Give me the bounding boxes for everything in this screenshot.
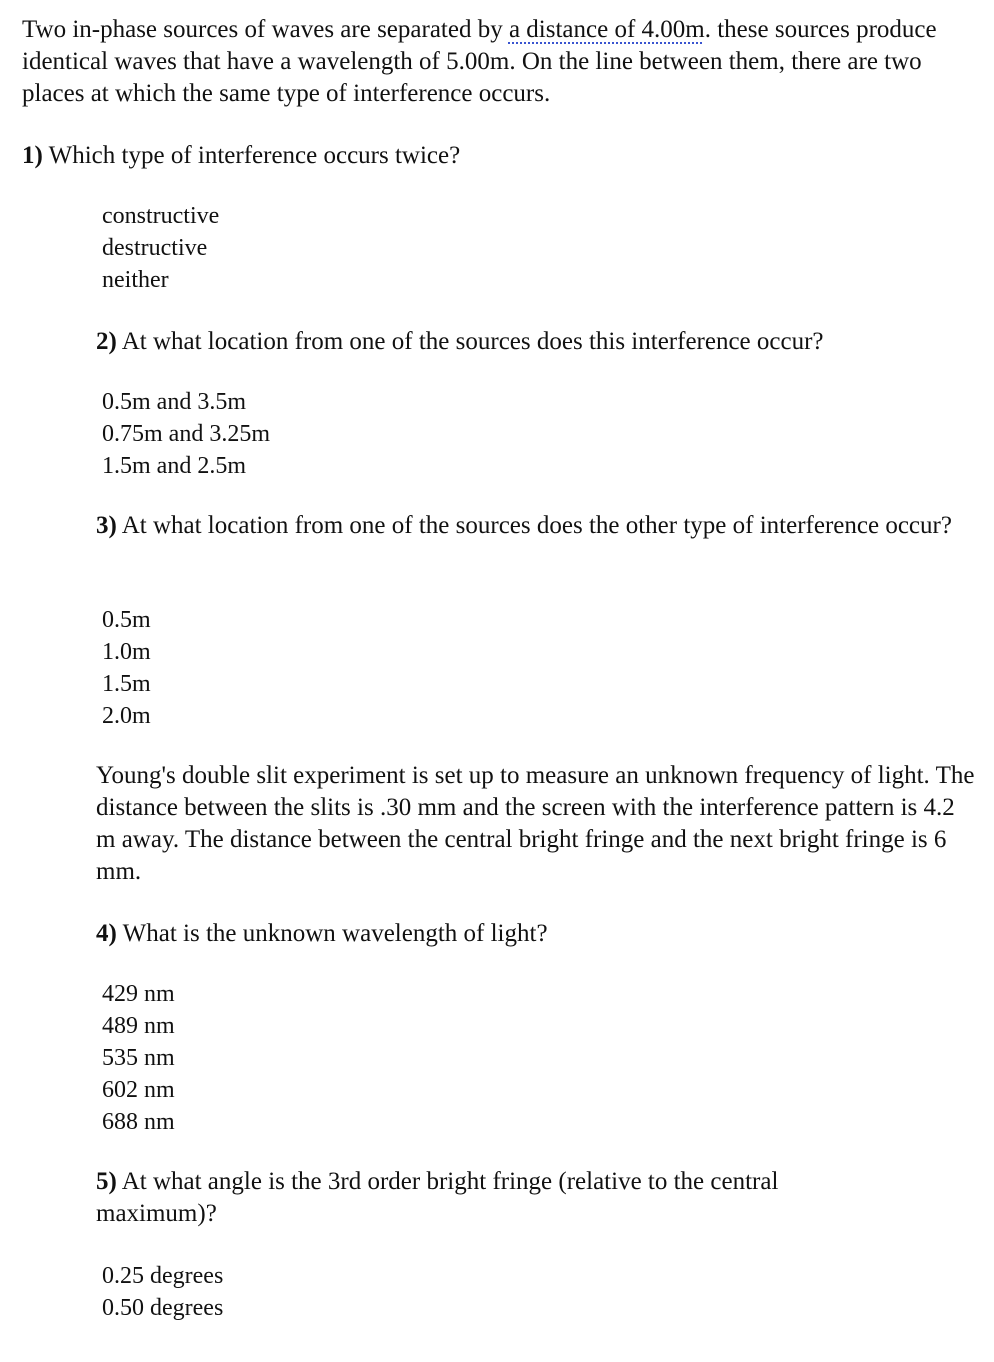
option-item[interactable]: 0.5m and 3.5m (102, 389, 246, 415)
option-item[interactable]: 602 nm (102, 1077, 175, 1103)
option-item[interactable]: 0.5m (102, 607, 151, 633)
question-5-options (102, 1260, 223, 1324)
option-destructive[interactable]: destructive (102, 235, 208, 261)
question-text: At what location from one of the sources does this interference occur? (121, 328, 824, 355)
question-3 (96, 510, 981, 542)
option-item[interactable]: 0.50 degrees (102, 1295, 224, 1321)
intro-text-end: . these sources produce identical waves that have a wavelength of 5.00m. On the line between them, there are two places at which the same type of interference occurs. (22, 16, 937, 107)
question-text: At what location from one of the sources does the other type of interference occur? (121, 512, 952, 539)
option-constructive[interactable]: constructive (102, 203, 220, 229)
option-item[interactable]: 0.75m and 3.25m (102, 421, 270, 447)
question-1 (22, 140, 972, 172)
question-text: At what angle is the 3rd order bright fringe (relative to the central maximum)? (96, 1168, 779, 1227)
question-number: 4) (96, 920, 117, 947)
question-4 (96, 918, 976, 950)
question-number: 2) (96, 328, 117, 355)
question-2-options (102, 386, 270, 482)
question-number: 3) (96, 512, 117, 539)
experiment-passage: Young's double slit experiment is set up to measure an unknown frequency of light. The distance between the slits is .30 mm and the screen with the interference pattern is 4.2 m away. The distance between the central bright fringe and the next bright fringe is 6 mm. (96, 762, 975, 885)
option-neither[interactable]: neither (102, 267, 169, 293)
option-item[interactable]: 0.25 degrees (102, 1263, 224, 1289)
option-item[interactable]: 535 nm (102, 1045, 175, 1071)
intro-text-start: Two in-phase sources of waves are separated by (22, 16, 509, 43)
intro-paragraph (22, 14, 982, 110)
option-item[interactable]: 1.5m and 2.5m (102, 453, 246, 479)
distance-link[interactable]: a distance of 4.00m (508, 16, 705, 43)
question-number: 5) (96, 1168, 117, 1195)
question-2 (96, 326, 976, 358)
option-item[interactable]: 688 nm (102, 1109, 175, 1135)
option-item[interactable]: 2.0m (102, 703, 151, 729)
question-3-options (102, 604, 151, 732)
option-item[interactable]: 1.0m (102, 639, 151, 665)
question-4-options (102, 978, 175, 1138)
question-1-options (102, 200, 219, 296)
question-text: What is the unknown wavelength of light? (122, 920, 548, 947)
question-text: Which type of interference occurs twice? (48, 142, 461, 169)
option-item[interactable]: 489 nm (102, 1013, 175, 1039)
option-item[interactable]: 1.5m (102, 671, 151, 697)
question-5 (96, 1166, 896, 1230)
option-item[interactable]: 429 nm (102, 981, 175, 1007)
question-number: 1) (22, 142, 43, 169)
